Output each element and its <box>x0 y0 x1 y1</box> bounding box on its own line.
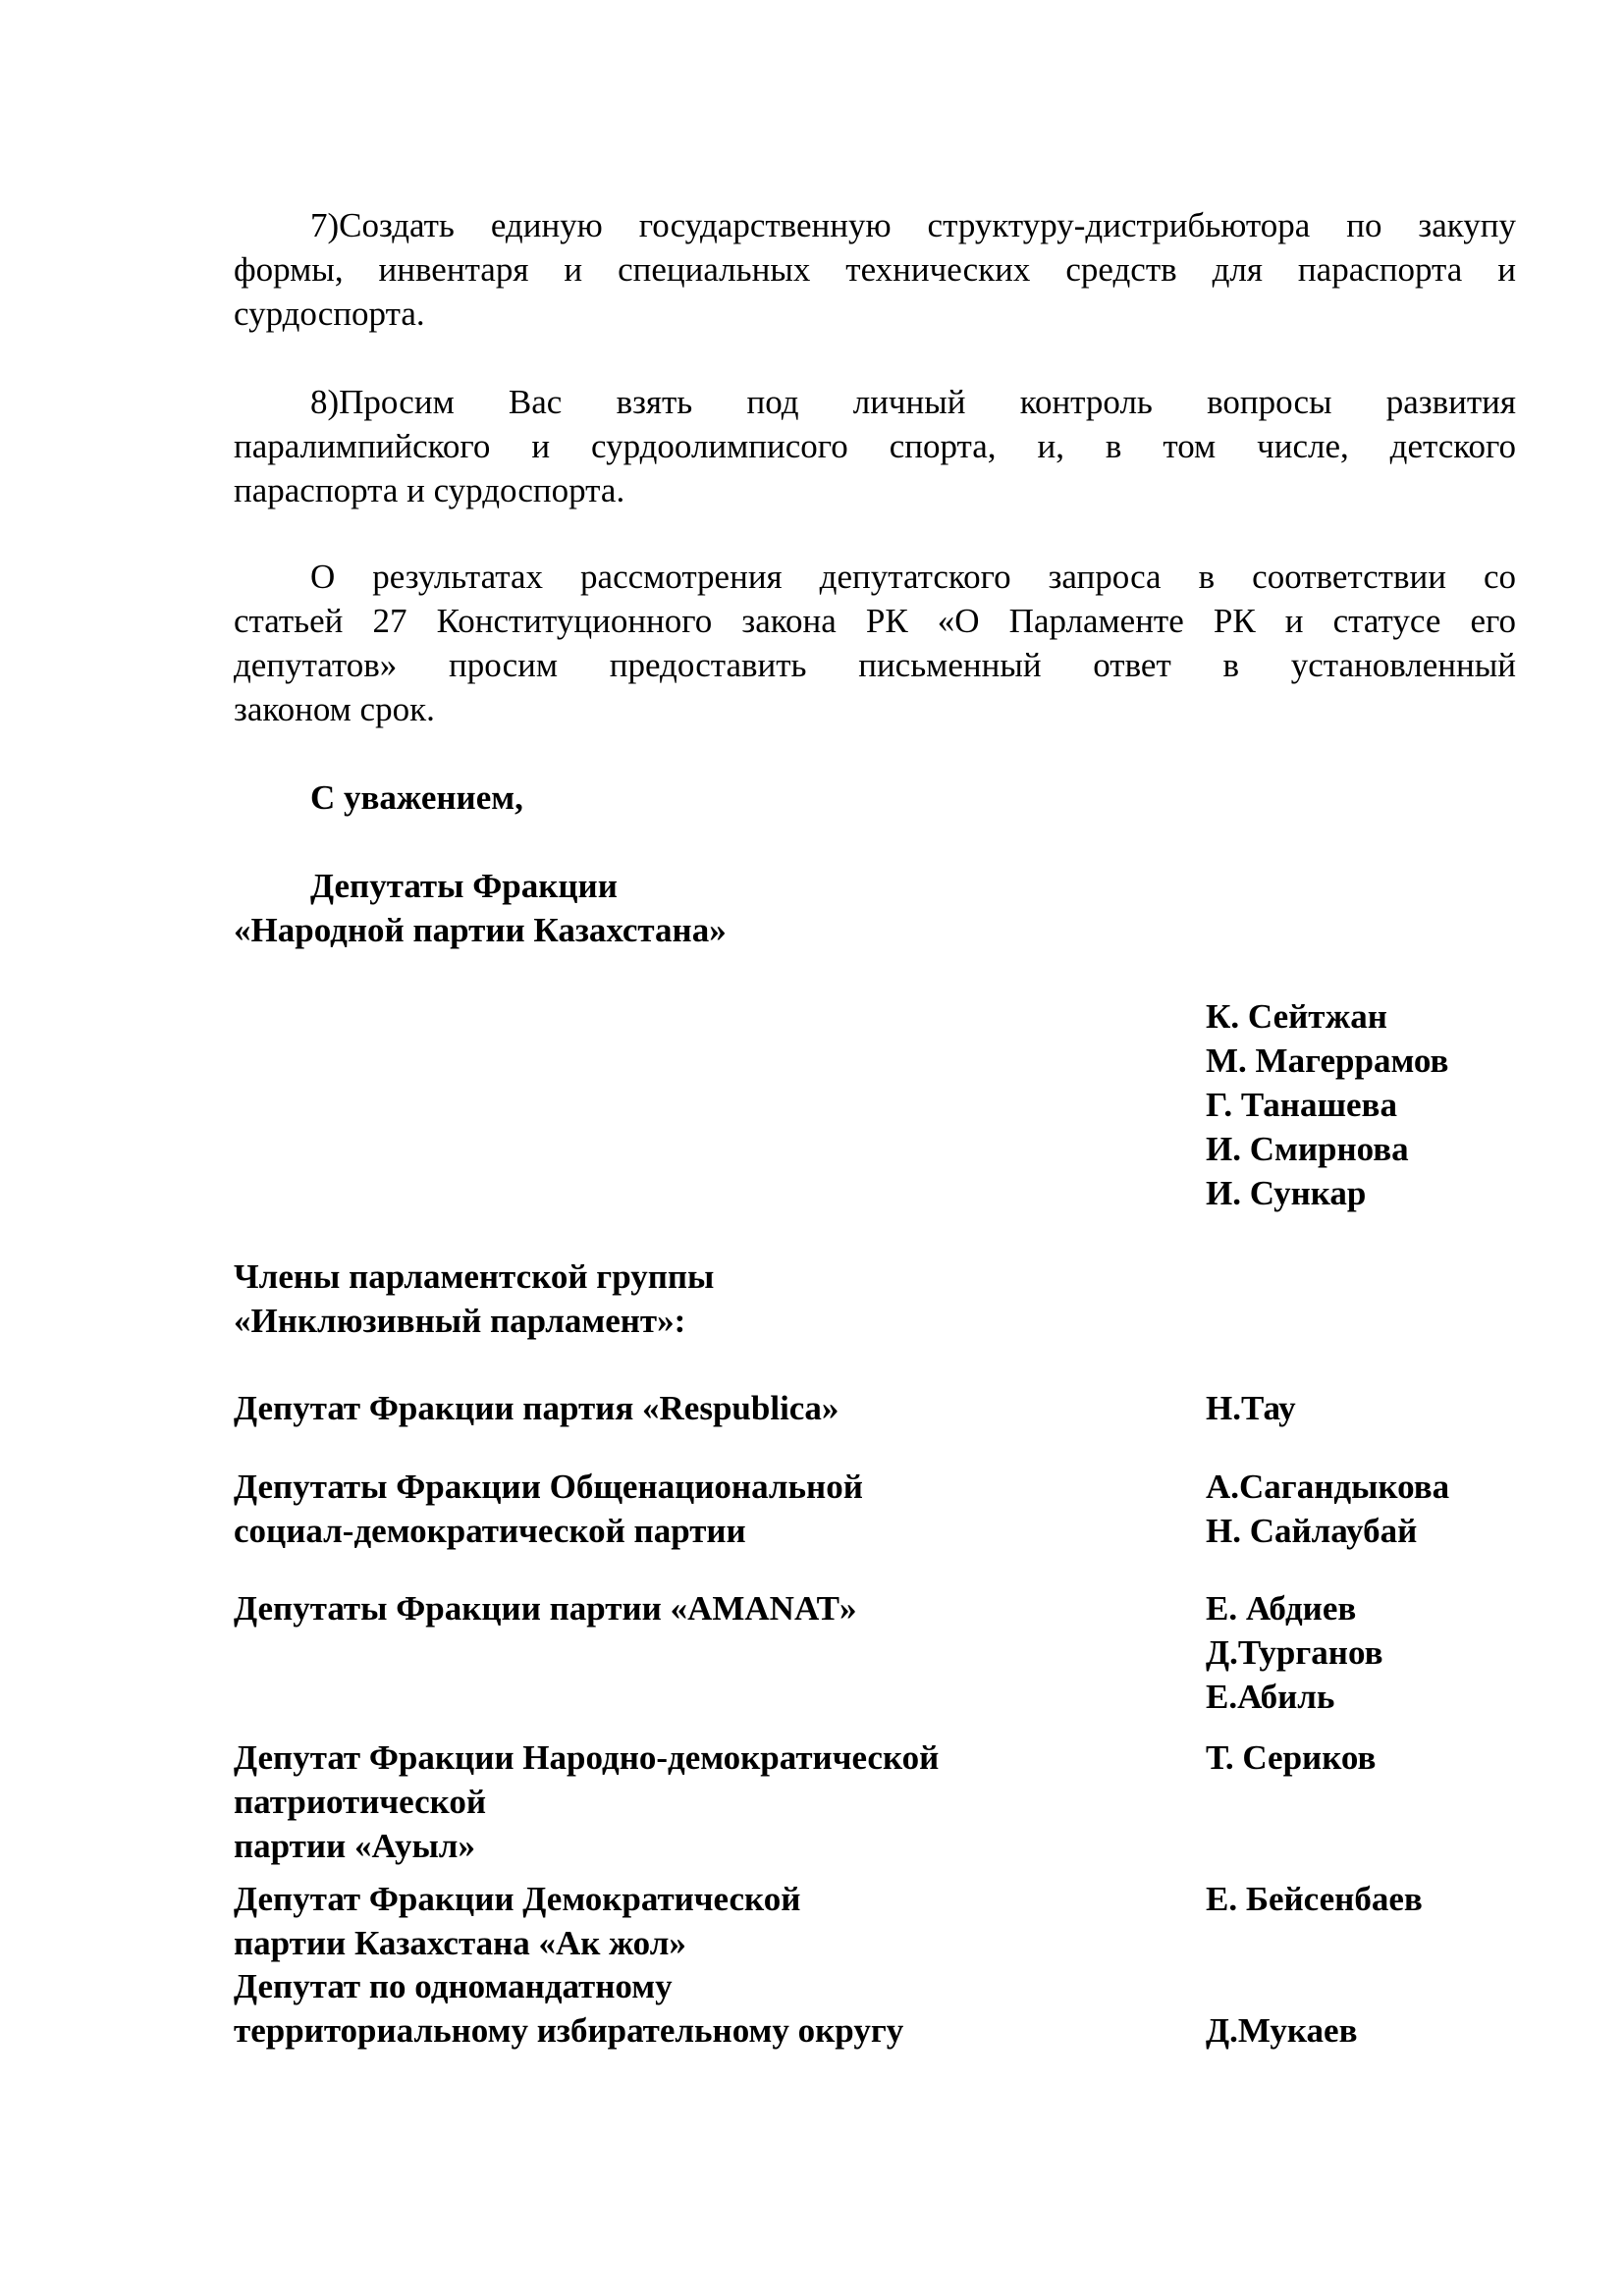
group-line: Депутаты Фракции партии «AMANAT» <box>234 1589 857 1628</box>
paragraph-line: статьей 27 Конституционного закона РК «О Парламенте РК и статусе его <box>234 602 1516 640</box>
signatory-name: И. Сункар <box>1206 1174 1367 1212</box>
signatory-name: А.Сагандыкова <box>1206 1468 1450 1506</box>
paragraph-line: законом срок. <box>234 690 435 728</box>
paragraph-line: сурдоспорта. <box>234 294 425 333</box>
peoples-party-signatories <box>1206 994 1448 1215</box>
signatory-name: Н.Тау <box>1206 1389 1296 1427</box>
faction-heading <box>234 864 727 952</box>
group-line: патриотической <box>234 1783 487 1821</box>
group-line: Депутат по одномандатному <box>234 1967 673 2005</box>
signatory-name: Е.Абиль <box>1206 1678 1335 1716</box>
signatory-name: М. Магеррамов <box>1206 1041 1449 1080</box>
faction-heading-line: Депутаты Фракции <box>310 867 618 905</box>
group-line: Депутат Фракции партия «Respublica» <box>234 1389 839 1427</box>
paragraph-response-request <box>234 555 1516 731</box>
signature-row-group <box>234 1386 839 1430</box>
group-heading-line: Члены парламентской группы <box>234 1257 715 1296</box>
signature-row-group <box>234 1964 903 2053</box>
signature-row-names <box>1206 1465 1449 1553</box>
signatory-name: Д.Мукаев <box>1206 2011 1358 2050</box>
signature-row-names <box>1206 1877 1423 1921</box>
signature-row-group <box>234 1465 863 1553</box>
signature-row-group <box>234 1735 939 1868</box>
signatory-name: Т. Сериков <box>1206 1738 1377 1777</box>
signature-row-names <box>1206 1586 1383 1719</box>
faction-heading-line: «Народной партии Казахстана» <box>234 911 727 949</box>
inclusive-parliament-heading <box>234 1255 714 1343</box>
signature-row-group <box>234 1586 856 1630</box>
paragraph-line: депутатов» просим предоставить письменный ответ в установленный <box>234 646 1516 684</box>
paragraph-line: 8)Просим Вас взять под личный контроль вопросы развития <box>310 383 1516 421</box>
signature-row-names <box>1206 1735 1376 1780</box>
paragraph-item-7 <box>234 203 1516 336</box>
signature-row-group <box>234 1877 800 1965</box>
group-line: Депутаты Фракции Общенациональной <box>234 1468 863 1506</box>
group-line: партии «Ауыл» <box>234 1827 475 1865</box>
group-line: Депутат Фракции Народно-демократической <box>234 1738 940 1777</box>
signatory-name: Н. Сайлаубай <box>1206 1512 1418 1550</box>
paragraph-line: параспорта и сурдоспорта. <box>234 471 625 509</box>
signatory-name: К. Сейтжан <box>1206 997 1387 1036</box>
signatory-name: Е. Абдиев <box>1206 1589 1357 1628</box>
group-line: партии Казахстана «Ак жол» <box>234 1924 686 1962</box>
signature-row-names <box>1206 2008 1357 2053</box>
closing-regards <box>234 775 523 820</box>
paragraph-line: паралимпийского и сурдоолимписого спорта, и, в том числе, детского <box>234 427 1516 465</box>
group-line: социал-демократической партии <box>234 1512 746 1550</box>
paragraph-line: О результатах рассмотрения депутатского запроса в соответствии со <box>310 558 1516 596</box>
group-line: территориальному избирательному округу <box>234 2011 904 2050</box>
paragraph-item-8 <box>234 380 1516 512</box>
group-heading-line: «Инклюзивный парламент»: <box>234 1302 686 1340</box>
paragraph-line: 7)Создать единую государственную структуру-дистрибьютора по закупу <box>310 206 1516 244</box>
signatory-name: Е. Бейсенбаев <box>1206 1880 1423 1918</box>
signatory-name: И. Смирнова <box>1206 1130 1409 1168</box>
paragraph-line: формы, инвентаря и специальных технических средств для параспорта и <box>234 250 1516 289</box>
signatory-name: Г. Танашева <box>1206 1086 1397 1124</box>
regards-text: С уважением, <box>310 778 523 817</box>
signatory-name: Д.Турганов <box>1206 1633 1383 1672</box>
group-line: Депутат Фракции Демократической <box>234 1880 801 1918</box>
signature-row-names <box>1206 1386 1296 1430</box>
